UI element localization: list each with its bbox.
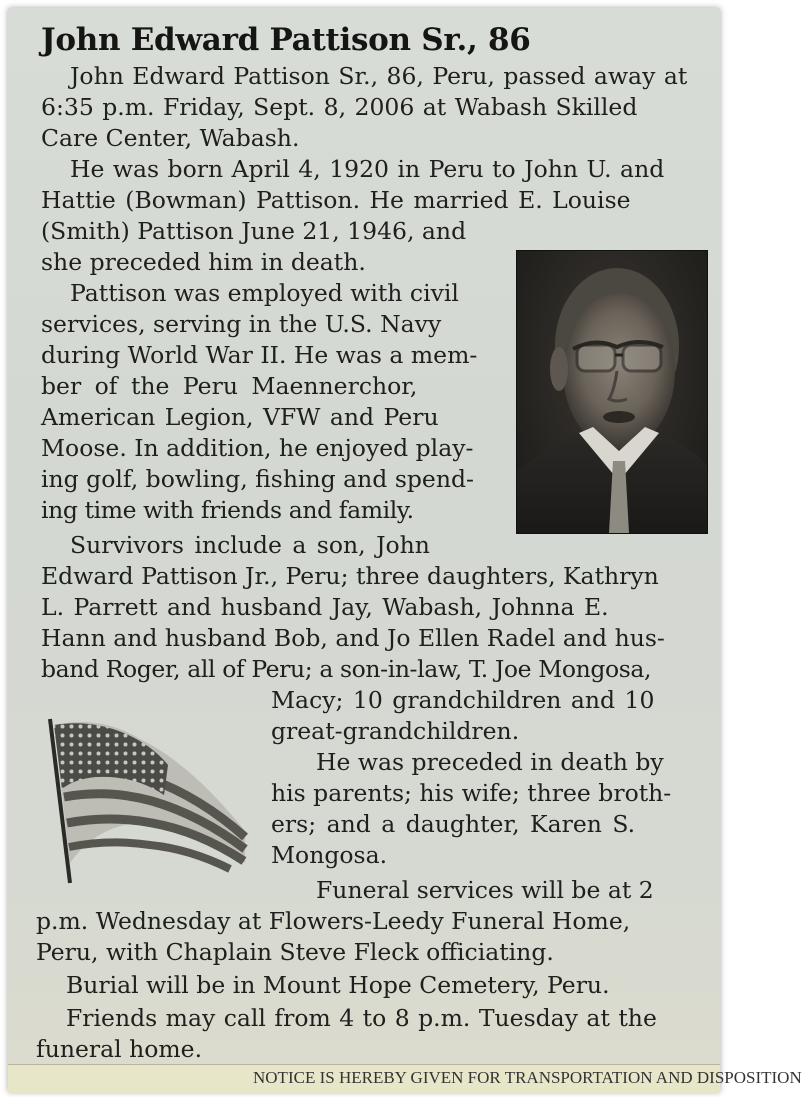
body-line-15: ing time with friends and family. [41,496,414,524]
body-line-29: Peru, with Chaplain Steve Fleck officiating. [36,938,554,966]
body-line-1: John Edward Pattison Sr., 86, Peru, passed away at [70,62,688,90]
body-line-9: services, serving in the U.S. Navy [41,310,442,338]
body-line-17: Edward Pattison Jr., Peru; three daughters, Kathryn [41,562,659,590]
body-line-4: He was born April 4, 1920 in Peru to John U. and [70,155,665,183]
body-line-18: L. Parrett and husband Jay, Wabash, Johnna E. [41,593,609,621]
body-line-19: Hann and husband Bob, and Jo Ellen Radel and hus- [41,624,665,652]
body-line-23: He was preceded in death by [316,748,664,776]
obituary-headline: John Edward Pattison Sr., 86 [41,22,531,58]
body-line-14: ing golf, bowling, fishing and spend- [41,465,474,493]
body-line-22: great-grandchildren. [271,717,520,745]
body-line-13: Moose. In addition, he enjoyed play- [41,434,474,462]
body-line-10: during World War II. He was a mem- [41,341,478,369]
body-line-2: 6:35 p.m. Friday, Sept. 8, 2006 at Wabash Skilled [41,93,638,121]
portrait-photo [516,250,708,534]
body-line-25: ers; and a daughter, Karen S. [271,810,636,838]
body-line-20: band Roger, all of Peru; a son-in-law, T. Joe Mongosa, [41,655,652,683]
body-line-6: (Smith) Pattison June 21, 1946, and [41,217,467,245]
body-line-7: she preceded him in death. [41,248,366,276]
body-line-5: Hattie (Bowman) Pattison. He married E. Louise [41,186,631,214]
body-line-12: American Legion, VFW and Peru [41,403,439,431]
body-line-8: Pattison was employed with civil [70,279,459,307]
body-line-30: Burial will be in Mount Hope Cemetery, Peru. [66,971,610,999]
body-line-27: Funeral services will be at 2 [316,876,654,904]
flag-icon [40,713,255,888]
body-line-11: ber of the Peru Maennerchor, [41,372,418,400]
body-line-31: Friends may call from 4 to 8 p.m. Tuesday at the [66,1004,657,1032]
body-line-3: Care Center, Wabash. [41,124,300,152]
body-line-26: Mongosa. [271,841,388,869]
next-article-text: NOTICE IS HEREBY GIVEN FOR TRANSPORTATION AND DISPOSITION [253,1068,802,1087]
body-line-28: p.m. Wednesday at Flowers-Leedy Funeral Home, [36,907,631,935]
american-flag-illustration [40,713,255,888]
body-line-21: Macy; 10 grandchildren and 10 [271,686,655,714]
body-line-16: Survivors include a son, John [70,531,430,559]
newspaper-clipping [8,8,802,1092]
portrait-image [517,251,707,533]
body-line-24: his parents; his wife; three broth- [271,779,672,807]
body-line-32: funeral home. [36,1035,203,1063]
